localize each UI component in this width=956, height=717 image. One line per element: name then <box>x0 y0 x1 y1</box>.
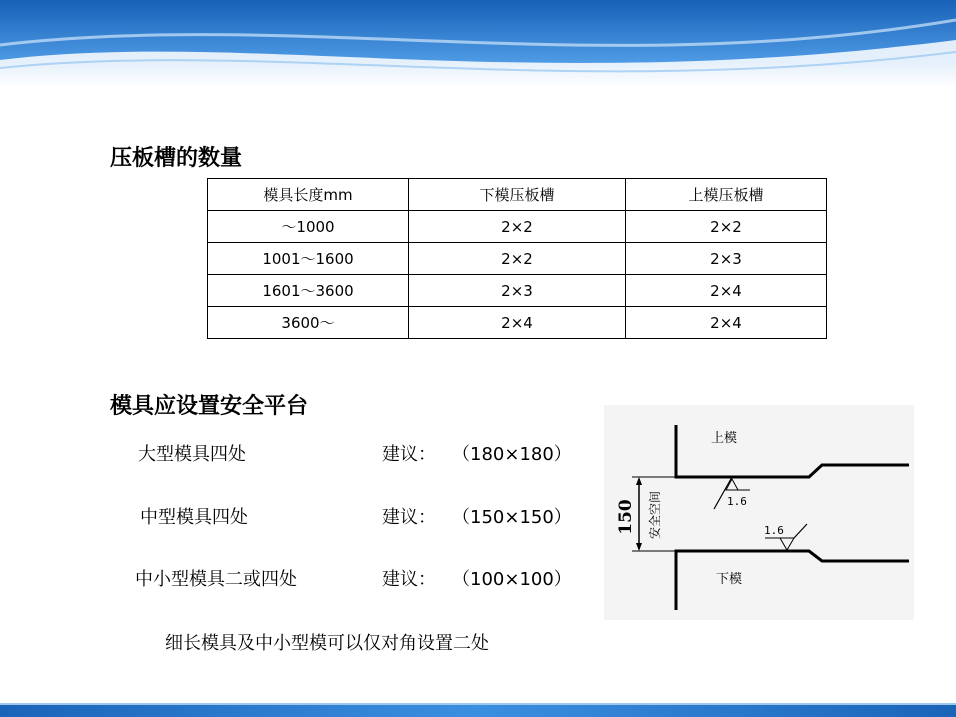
footer-bar <box>0 705 956 717</box>
table-row <box>208 307 827 339</box>
section-title-safety-platform: 模具应设置安全平台 <box>110 394 309 419</box>
table-cell: 2×3 <box>409 275 626 307</box>
platform-item-size: （100×100） <box>452 569 572 590</box>
clamp-slot-table <box>207 178 827 339</box>
platform-item-suggest: 建议： <box>382 444 436 465</box>
platform-item-label: 中型模具四处 <box>140 507 248 528</box>
platform-item-suggest: 建议： <box>382 507 436 528</box>
table-cell: 2×2 <box>409 211 626 243</box>
table-row <box>208 275 827 307</box>
table-cell: 1601～3600 <box>208 275 409 307</box>
table-header: 模具长度mm <box>208 179 409 211</box>
table-header-row <box>208 179 827 211</box>
table-header: 下模压板槽 <box>409 179 626 211</box>
table-cell: ～1000 <box>208 211 409 243</box>
upper-die-label: 上模 <box>711 431 738 446</box>
platform-note: 细长模具及中小型模可以仅对角设置二处 <box>165 633 489 654</box>
dimension-value: 150 <box>616 499 636 535</box>
safety-space-diagram <box>604 405 914 620</box>
table-header: 上模压板槽 <box>626 179 827 211</box>
roughness-value: 1.6 <box>764 524 784 537</box>
platform-item-size: （180×180） <box>452 444 572 465</box>
platform-item-size: （150×150） <box>452 507 572 528</box>
table-cell: 2×2 <box>626 211 827 243</box>
table-cell: 3600～ <box>208 307 409 339</box>
table-cell: 2×3 <box>626 243 827 275</box>
header-banner <box>0 0 956 88</box>
table-cell: 2×4 <box>409 307 626 339</box>
roughness-value: 1.6 <box>727 495 747 508</box>
table-cell: 1001～1600 <box>208 243 409 275</box>
table-cell: 2×2 <box>409 243 626 275</box>
table-row <box>208 243 827 275</box>
section-title-clamp-slots: 压板槽的数量 <box>110 146 243 171</box>
lower-die-label: 下模 <box>716 572 743 587</box>
table-row <box>208 211 827 243</box>
platform-item-label: 大型模具四处 <box>138 444 246 465</box>
table-cell: 2×4 <box>626 307 827 339</box>
platform-item-label: 中小型模具二或四处 <box>135 569 297 590</box>
safety-space-label: 安全空间 <box>648 490 662 540</box>
platform-item-suggest: 建议： <box>382 569 436 590</box>
table-cell: 2×4 <box>626 275 827 307</box>
